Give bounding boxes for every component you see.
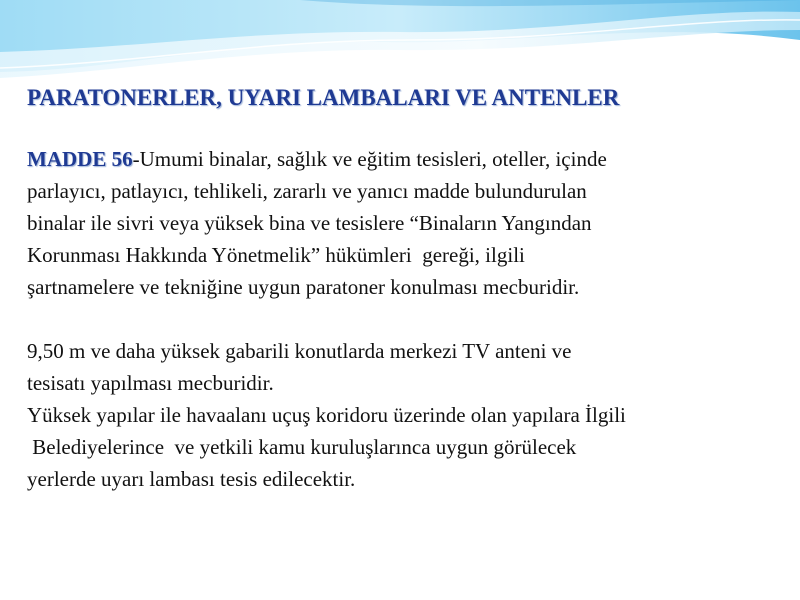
decorative-wave-header [0, 0, 800, 90]
article-56-paragraph [27, 143, 797, 303]
paragraph-line-3: Yüksek yapılar ile havaalanı uçuş koridoru üzerinde olan yapılara İlgili [27, 403, 626, 427]
paragraph-line-5: şartnamelere ve tekniğine uygun paratoner konulması mecburidir. [27, 275, 580, 299]
slide-title: PARATONERLER, UYARI LAMBALARI VE ANTENLER [27, 85, 620, 110]
paragraph-line-4: Korunması Hakkında Yönetmelik” hükümleri gereği, ilgili [27, 243, 525, 267]
paragraph-line-2: parlayıcı, patlayıcı, tehlikeli, zararlı ve yanıcı madde bulundurulan [27, 179, 587, 203]
line-text: -Umumi binalar, sağlık ve eğitim tesisleri, oteller, içinde [132, 147, 607, 171]
paragraph-line-5: yerlerde uyarı lambası tesis edilecektir. [27, 467, 356, 491]
paragraph-line-1: 9,50 m ve daha yüksek gabarili konutlarda merkezi TV anteni ve [27, 339, 572, 363]
paragraph-line-4: Belediyelerince ve yetkili kamu kuruluşlarınca uygun görülecek [27, 435, 577, 459]
slide-content [27, 84, 797, 495]
antenna-warning-light-paragraph [27, 335, 797, 495]
paragraph-line-2: tesisatı yapılması mecburidir. [27, 371, 274, 395]
paragraph-line-3: binalar ile sivri veya yüksek bina ve tesislere “Binaların Yangından [27, 211, 592, 235]
paragraph-line-1 [27, 143, 797, 175]
article-number: MADDE 56 [27, 147, 133, 171]
